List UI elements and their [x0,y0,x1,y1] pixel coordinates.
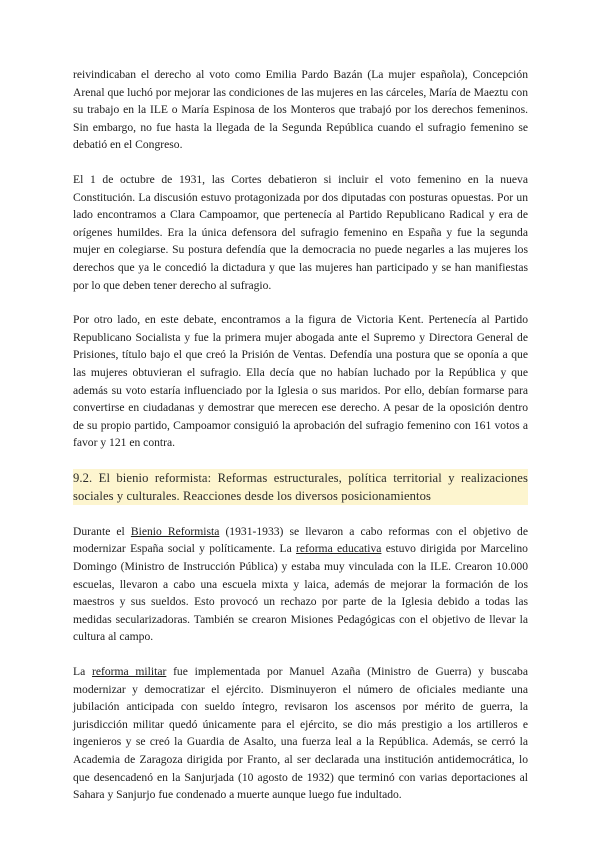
text-run: Durante el [73,524,131,538]
paragraph-victoria-kent: Por otro lado, en este debate, encontramos a la figura de Victoria Kent. Pertenecía al Partido Republicano Socialista y fue la primera mujer abogada ante el Supremo y Directora General de Prisiones, título bajo el que creó la Prisión de Ventas. Defendía una postura que se oponía a que las mujeres obtuvieran el sufragio. Ella decía que no habían luchado por la República y que además su voto estaría influenciado por la Iglesia o sus maridos. Por ello, debían formarse para convertirse en ciudadanas y demostrar que merecen ese derecho. A pesar de la oposición dentro de su propio partido, Campoamor consiguió la aprobación del sufragio femenino con 161 votos a favor y 121 en contra. [73,313,528,450]
underlined-term-reforma-educativa: reforma educativa [296,542,382,556]
underlined-term-bienio-reformista: Bienio Reformista [130,524,220,538]
paragraph-sufragio-intro: reivindicaban el derecho al voto como Emilia Pardo Bazán (La mujer española), Concepción Arenal que luchó por mejorar las condiciones de las mujeres en las cárceles, María de Maeztu con su trabajo en la ILE o María Espinosa de los Monteros que trabajó por los derechos femeninos. Sin embargo, no fue hasta la llegada de la Segunda República cuando el sufragio femenino se debatió en el Congreso. [73,68,528,152]
paragraph-reforma-militar [73,663,528,804]
text-run: (1931-1933) se llevaron a cabo reformas con el objetivo de modernizar España social y políticamente. La [73,524,528,556]
text-run: La [73,665,92,679]
text-run: fue implementada por Manuel Azaña (Ministro de Guerra) y buscaba modernizar y democratizar el ejército. Disminuyeron el número de oficiales mediante una jubilación anticipada con sueldo íntegro, revisaron los ascensos por mérito de guerra, la jurisdicción militar quedó únicamente para el ejército, se dio más prestigio a los artilleros e ingenieros y se creó la Guardia de Asalto, una fuerza leal a la República. Además, se cerró la Academia de Zaragoza dirigida por Franto, al ser declarada una institución antidemocrática, lo que desencadenó en la Sanjurjada (10 agosto de 1932) que terminó con varias deportaciones al Sahara y Sanjurjo fue condenado a muerte aunque luego fue indultado. [73,665,528,802]
underlined-term-reforma-militar: reforma militar [91,665,167,679]
section-heading-bienio-reformista: 9.2. El bienio reformista: Reformas estructurales, política territorial y realizaciones sociales y culturales. Reacciones desde los diversos posicionamientos [73,470,528,503]
text-run: estuvo dirigida por Marcelino Domingo (Ministro de Instrucción Pública) y estaba muy vinculada con la ILE. Crearon 10.000 escuelas, llevaron a cabo una escuela mixta y laica, además de mejorar la formación de los maestros y sus sueldos. Esto provocó un rechazo por parte de la Iglesia debido a todas las medidas secularizadoras. También se crearon Misiones Pedagógicas con el objetivo de llevar la cultura al campo. [73,542,528,644]
paragraph-campoamor: El 1 de octubre de 1931, las Cortes debatieron si incluir el voto femenino en la nueva Constitución. La discusión estuvo protagonizada por dos diputadas con posturas opuestas. Por un lado encontramos a Clara Campoamor, que pertenecía al Partido Republicano Radical y era de orígenes humildes. Era la única defensora del sufragio femenino en España y fue la segunda mujer en colegiarse. Su postura defendía que la democracia no puede negarles a las mujeres los derechos que ya le concedió la dictadura y que las mujeres han participado y se han manifiestas por lo que deben tener derecho al sufragio. [73,172,528,292]
paragraph-reforma-educativa [73,523,528,646]
